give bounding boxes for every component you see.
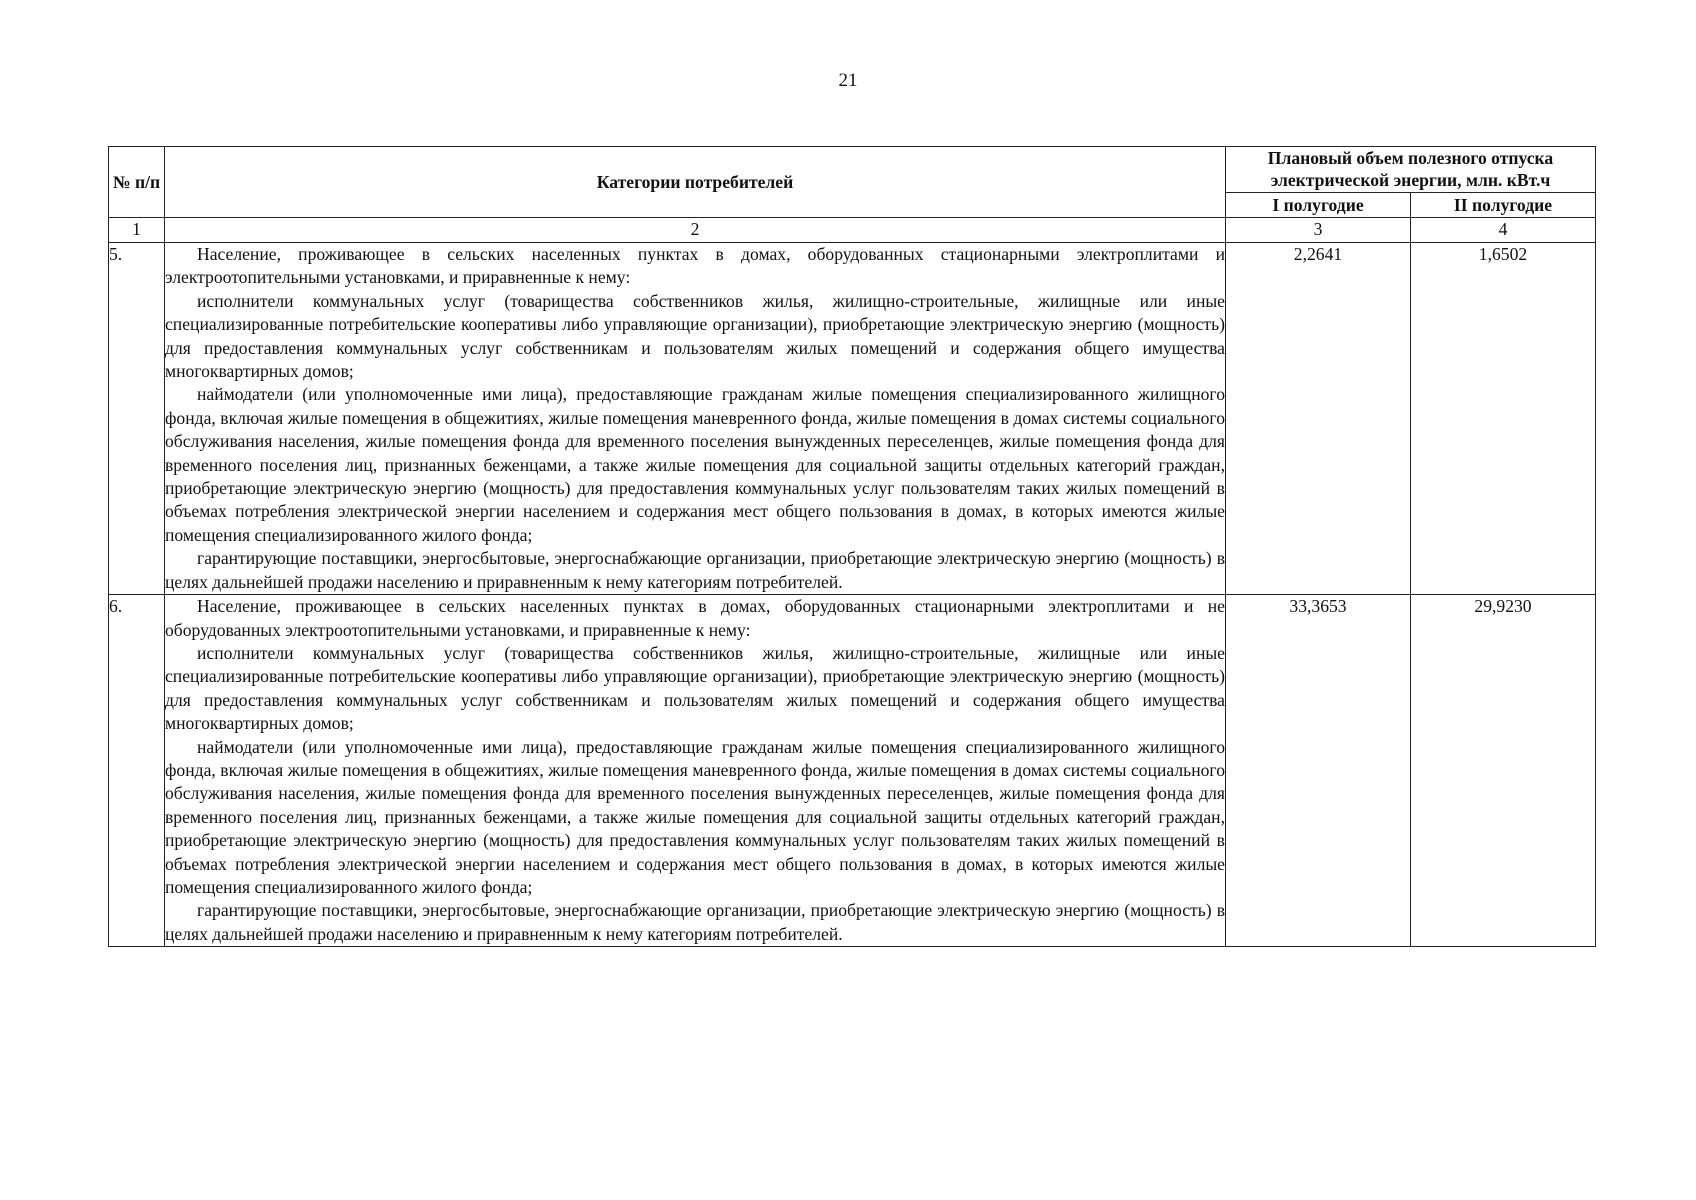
consumption-table <box>108 146 1596 947</box>
header-category: Категории потребителей <box>165 147 1226 218</box>
header-volume: Плановый объем полезного отпуска электрической энергии, млн. кВт.ч <box>1226 147 1596 193</box>
paragraph: Население, проживающее в сельских населенных пунктах в домах, оборудованных стационарными электроплитами и не оборудованных электроотопительными установками, и приравненные к нему: <box>165 596 1225 640</box>
paragraph: исполнители коммунальных услуг (товарищества собственников жилья, жилищно-строительные, жилищные или иные специализированные потребительские кооперативы либо управляющие организации), приобретающие электрическую энергию (мощность) для предоставления коммунальных услуг собственникам и пользователям жилых помещений и содержания общего имущества многоквартирных домов; <box>165 642 1225 734</box>
header-half1: I полугодие <box>1226 192 1411 217</box>
paragraph: наймодатели (или уполномоченные ими лица), предоставляющие гражданам жилые помещения специализированного жилищного фонда, включая жилые помещения в общежитиях, жилые помещения маневренного фонда, жилые помещения в домах системы социального обслуживания населения, жилые помещения фонда для временного поселения вынужденных переселенцев, жилые помещения фонда для временного поселения лиц, признанных беженцами, а также жилые помещения для социальной защиты отдельных категорий граждан, приобретающие электрическую энергию (мощность) для предоставления коммунальных услуг пользователям таких жилых помещений в объемах потребления электрической энергии населением и содержания мест общего пользования в домах, в которых имеются жилые помещения специализированного жилого фонда; <box>165 384 1225 545</box>
paragraph: наймодатели (или уполномоченные ими лица), предоставляющие гражданам жилые помещения специализированного жилищного фонда, включая жилые помещения в общежитиях, жилые помещения маневренного фонда, жилые помещения в домах системы социального обслуживания населения, жилые помещения фонда для временного поселения вынужденных переселенцев, жилые помещения фонда для временного поселения лиц, признанных беженцами, а также жилые помещения для социальной защиты отдельных категорий граждан, приобретающие электрическую энергию (мощность) для предоставления коммунальных услуг пользователям таких жилых помещений в объемах потребления электрической энергии населением и содержания мест общего пользования в домах, в которых имеются жилые помещения специализированного жилого фонда; <box>165 736 1225 897</box>
header-number: № п/п <box>109 147 165 218</box>
row-number: 6. <box>109 595 165 947</box>
row-number: 5. <box>109 243 165 595</box>
value-half1: 2,2641 <box>1226 243 1411 595</box>
table-row <box>109 595 1596 947</box>
table-row <box>109 243 1596 595</box>
value-half2: 1,6502 <box>1411 243 1596 595</box>
paragraph: гарантирующие поставщики, энергосбытовые, энергоснабжающие организации, приобретающие электрическую энергию (мощность) в целях дальнейшей продажи населению и приравненным к нему категориям потребителей. <box>165 900 1225 944</box>
category-text <box>165 595 1226 947</box>
column-number-1: 1 <box>109 218 165 243</box>
header-half2: II полугодие <box>1411 192 1596 217</box>
value-half2: 29,9230 <box>1411 595 1596 947</box>
value-half1: 33,3653 <box>1226 595 1411 947</box>
column-number-4: 4 <box>1411 218 1596 243</box>
page-number: 21 <box>838 70 858 91</box>
paragraph: Население, проживающее в сельских населенных пунктах в домах, оборудованных стационарными электроплитами и электроотопительными установками, и приравненные к нему: <box>165 244 1225 288</box>
paragraph: гарантирующие поставщики, энергосбытовые, энергоснабжающие организации, приобретающие электрическую энергию (мощность) в целях дальнейшей продажи населению и приравненным к нему категориям потребителей. <box>165 548 1225 592</box>
column-number-3: 3 <box>1226 218 1411 243</box>
column-number-2: 2 <box>165 218 1226 243</box>
category-text <box>165 243 1226 595</box>
paragraph: исполнители коммунальных услуг (товарищества собственников жилья, жилищно-строительные, жилищные или иные специализированные потребительские кооперативы либо управляющие организации), приобретающие электрическую энергию (мощность) для предоставления коммунальных услуг собственникам и пользователям жилых помещений и содержания общего имущества многоквартирных домов; <box>165 290 1225 382</box>
